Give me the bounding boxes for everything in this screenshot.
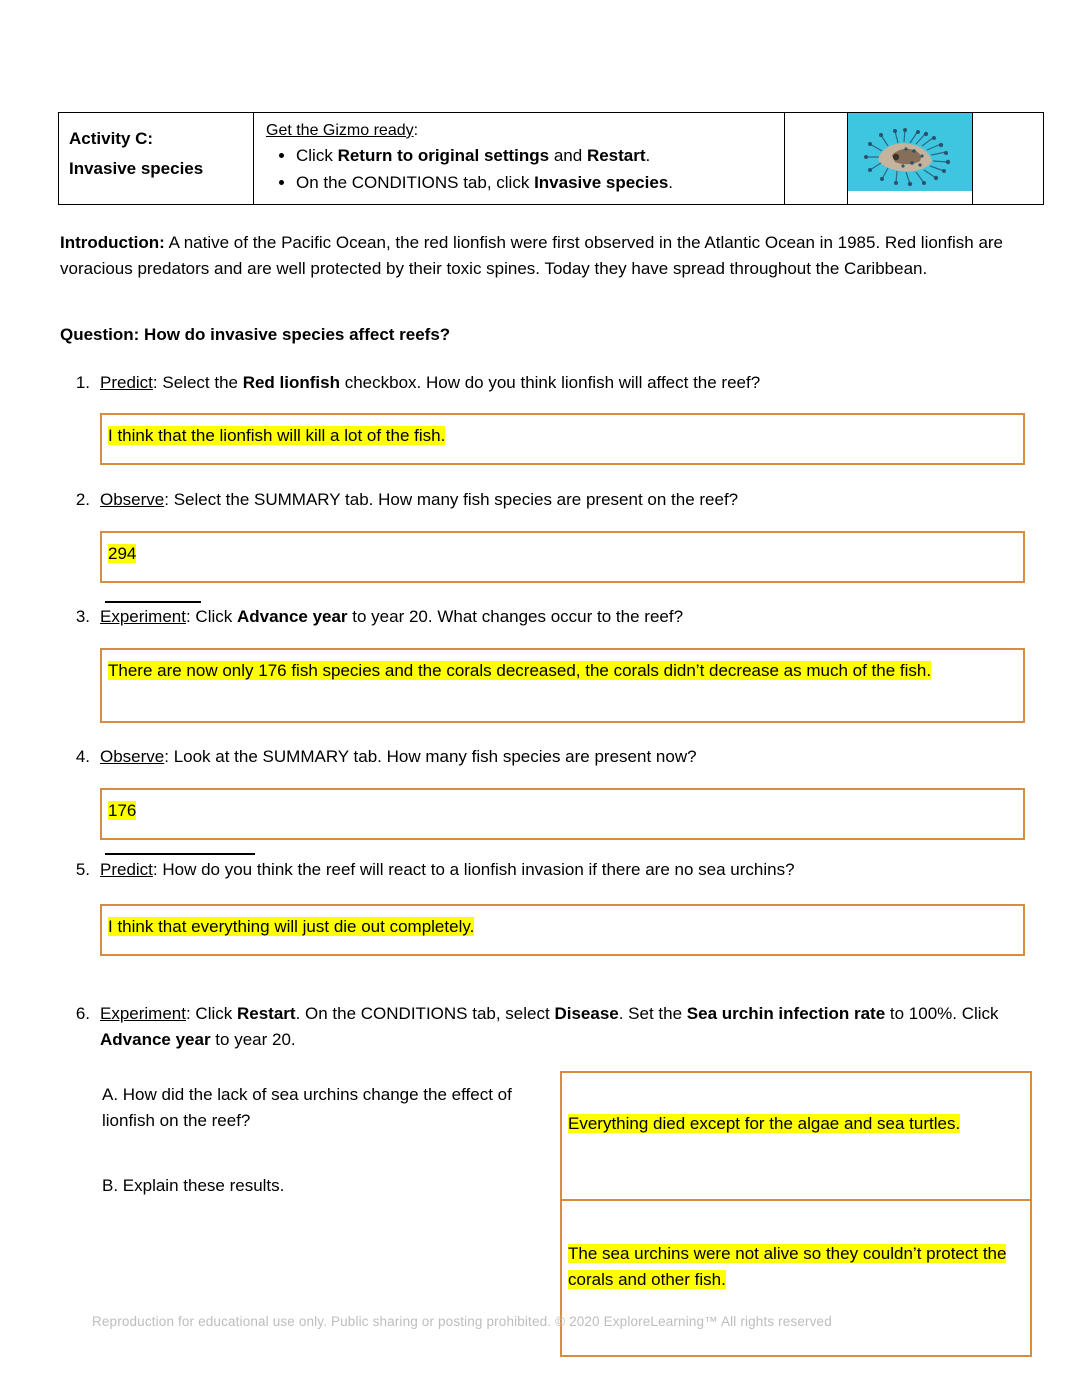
item-1-part-b: checkbox. How do you think lionfish will affect the reef? [339, 373, 761, 392]
introduction-paragraph [60, 230, 1017, 282]
item-4-text [100, 744, 1017, 770]
answer-4-text: 176 [108, 801, 137, 820]
item-4-number: 4. [75, 747, 90, 766]
item-3-number: 3. [75, 607, 90, 626]
answer-box-5[interactable] [100, 904, 1025, 956]
answer-box-6b[interactable] [561, 1200, 1031, 1356]
item-3-part-a: : Click [185, 607, 237, 626]
item-2-number: 2. [75, 490, 90, 509]
item-6-p5: to year 20. [210, 1030, 296, 1049]
item-1-number: 1. [75, 373, 90, 392]
item-5-number: 5. [75, 860, 90, 879]
question-heading: Question: How do invasive species affect reefs? [60, 325, 451, 344]
item-6-p3: . Set the [618, 1004, 687, 1023]
blank-line-stub-2 [105, 853, 255, 855]
item-3 [60, 604, 1017, 630]
answer-6a-text: Everything died except for the algae and sea turtles. [568, 1114, 961, 1133]
gizmo-step-1 [296, 142, 774, 169]
answer-3-text: There are now only 176 fish species and the corals decreased, the corals didn’t decrease as much of the fish. [108, 661, 932, 680]
lionfish-illustration [848, 113, 972, 191]
item-3-bold-advance-year: Advance year [236, 607, 348, 626]
step1-post: . [645, 146, 651, 165]
item-2-verb: Observe [100, 490, 165, 509]
gizmo-ready-heading [266, 122, 774, 140]
lionfish-photo [848, 113, 972, 191]
answer-box-4[interactable] [100, 788, 1025, 840]
table-row [561, 1072, 1031, 1200]
item-6-bold-advance-year: Advance year [100, 1030, 211, 1049]
activity-label: Activity C: [69, 129, 154, 148]
step2-bold-invasive-species: Invasive species [534, 173, 669, 192]
item-5-verb: Predict [100, 860, 153, 879]
item-5-text [100, 857, 1017, 883]
activity-header-table [58, 112, 1044, 205]
item-4 [60, 744, 1017, 770]
item-1-text [100, 370, 1017, 396]
item-6-sub-b-label: B. Explain these results. [102, 1176, 285, 1195]
item-4-part-a: : Look at the SUMMARY tab. How many fish species are present now? [164, 747, 697, 766]
step1-bold-return-to-original-settings: Return to original settings [337, 146, 550, 165]
item-6 [60, 1001, 1017, 1053]
item-1 [60, 370, 1017, 396]
item-1-bold-red-lionfish: Red lionfish [242, 373, 340, 392]
item-5 [60, 857, 1017, 883]
item-6-bold-disease: Disease [554, 1004, 619, 1023]
step1-pre: Click [296, 146, 338, 165]
item-6-text [100, 1001, 1017, 1053]
answer-2-text: 294 [108, 544, 137, 563]
item-4-verb: Observe [100, 747, 165, 766]
answer-5-text: I think that everything will just die out completely. [108, 917, 475, 936]
item-3-verb: Experiment [100, 607, 186, 626]
item-5-part-a: : How do you think the reef will react to a lionfish invasion if there are no sea urchins? [152, 860, 795, 879]
activity-title-cell [59, 113, 254, 205]
activity-topic: Invasive species [69, 159, 204, 178]
answer-box-3[interactable] [100, 648, 1025, 723]
page-footer: Reproduction for educational use only. Public sharing or posting prohibited. © 2020 ExploreLearning™ All rights reserved [92, 1314, 832, 1329]
answer-box-6a[interactable] [561, 1072, 1031, 1200]
item-6-p2: . On the CONDITIONS tab, select [295, 1004, 555, 1023]
gizmo-ready-colon: : [413, 122, 419, 139]
header-tail-cell [973, 113, 1044, 205]
item-6-sub-a-label: A. How did the lack of sea urchins change the effect of lionfish on the reef? [102, 1085, 512, 1130]
introduction-label: Introduction: [60, 233, 165, 252]
step2-post: . [668, 173, 674, 192]
item-1-part-a: : Select the [152, 373, 243, 392]
item-3-text [100, 604, 1017, 630]
blank-line-stub-1 [105, 601, 201, 603]
item-2-part-a: : Select the SUMMARY tab. How many fish species are present on the reef? [164, 490, 739, 509]
gizmo-ready-steps [266, 142, 774, 196]
answer-6b-text: The sea urchins were not alive so they couldn’t protect the corals and other fish. [568, 1244, 1007, 1289]
item-6-verb: Experiment [100, 1004, 186, 1023]
item-6-bold-sea-urchin-infection-rate: Sea urchin infection rate [686, 1004, 886, 1023]
answer-box-1[interactable] [100, 413, 1025, 465]
answer-box-2[interactable] [100, 531, 1025, 583]
item-1-verb: Predict [100, 373, 153, 392]
gizmo-step-2 [296, 169, 774, 196]
table-row [561, 1200, 1031, 1356]
item-2 [60, 487, 1017, 513]
item-6-p1: : Click [185, 1004, 237, 1023]
item-3-part-b: to year 20. What changes occur to the reef? [347, 607, 684, 626]
step2-pre: On the CONDITIONS tab, click [296, 173, 535, 192]
gizmo-ready-cell [254, 113, 785, 205]
introduction-text: A native of the Pacific Ocean, the red lionfish were first observed in the Atlantic Ocean in 1985. Red lionfish are voracious predators and are well protected by their toxic spines. Today they have spread throughout the Caribbean. [60, 233, 1004, 278]
header-spacer-cell [785, 113, 848, 205]
gizmo-ready-title: Get the Gizmo ready [266, 122, 414, 139]
header-image-cell [848, 113, 973, 205]
item-6-number: 6. [75, 1004, 90, 1023]
item-2-text [100, 487, 1017, 513]
answer-1-text: I think that the lionfish will kill a lot of the fish. [108, 426, 446, 445]
item-6-p4: to 100%. Click [885, 1004, 999, 1023]
step1-bold-restart: Restart [586, 146, 646, 165]
item-6-bold-restart: Restart [236, 1004, 296, 1023]
step1-mid: and [549, 146, 587, 165]
